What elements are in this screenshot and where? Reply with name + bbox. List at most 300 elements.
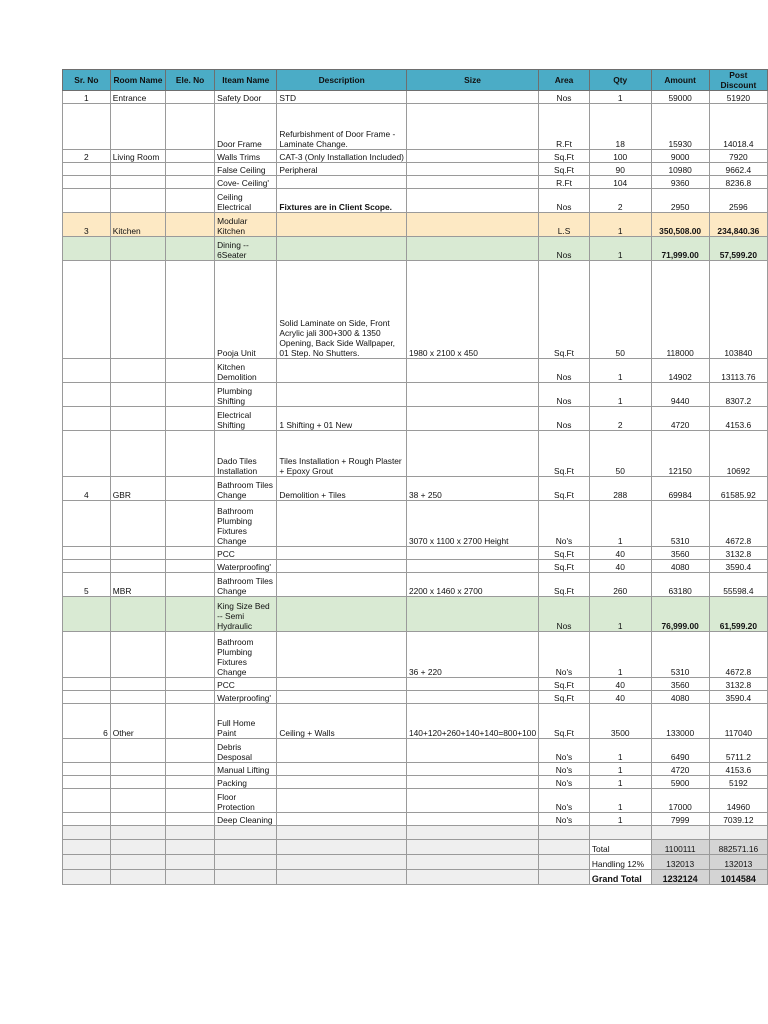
cell-room-name [110, 383, 165, 407]
table-cell [277, 855, 407, 870]
cell-amount: 4080 [651, 691, 709, 704]
cell-post-discount: 57,599.20 [709, 237, 767, 261]
cell-area: R.Ft [539, 176, 590, 189]
cell-item-name: Bathroom Tiles Change [215, 477, 277, 501]
cell-sr-no [63, 813, 111, 826]
header-ele-no: Ele. No [166, 70, 215, 91]
cell-amount: 5310 [651, 632, 709, 678]
cell-room-name [110, 407, 165, 431]
table-row [63, 789, 768, 813]
cell-qty: 1 [589, 739, 651, 763]
cell-ele-no [166, 776, 215, 789]
cell-room-name [110, 776, 165, 789]
cell-ele-no [166, 704, 215, 739]
table-row [63, 560, 768, 573]
totals-post-discount: 1014584 [709, 870, 767, 885]
cell-qty: 1 [589, 213, 651, 237]
cell-post-discount: 4153.6 [709, 763, 767, 776]
cell-size: 1980 x 2100 x 450 [406, 261, 538, 359]
cell-post-discount: 3590.4 [709, 691, 767, 704]
cell-qty: 90 [589, 163, 651, 176]
cell-sr-no [63, 691, 111, 704]
table-cell [651, 826, 709, 840]
cell-sr-no [63, 431, 111, 477]
cell-ele-no [166, 407, 215, 431]
cell-size: 140+120+260+140+140=800+100 [406, 704, 538, 739]
cell-room-name [110, 597, 165, 632]
table-cell [406, 840, 538, 855]
cell-sr-no [63, 763, 111, 776]
cell-sr-no [63, 383, 111, 407]
cell-description [277, 501, 407, 547]
cell-sr-no [63, 237, 111, 261]
cell-qty: 18 [589, 104, 651, 150]
cell-ele-no [166, 237, 215, 261]
cell-area: L.S [539, 213, 590, 237]
cell-post-discount: 55598.4 [709, 573, 767, 597]
cell-item-name: Bathroom Plumbing Fixtures Change [215, 632, 277, 678]
cell-item-name: Cove- Ceiling' [215, 176, 277, 189]
cell-area: No's [539, 739, 590, 763]
cell-size [406, 189, 538, 213]
cell-room-name: Living Room [110, 150, 165, 163]
cell-item-name: Bathroom Tiles Change [215, 573, 277, 597]
table-row [63, 163, 768, 176]
cell-qty: 50 [589, 431, 651, 477]
cell-room-name [110, 501, 165, 547]
cell-amount: 5900 [651, 776, 709, 789]
table-row [63, 91, 768, 104]
cell-description [277, 383, 407, 407]
spacer-row [63, 826, 768, 840]
cell-area: Sq.Ft [539, 261, 590, 359]
cell-amount: 9360 [651, 176, 709, 189]
cell-ele-no [166, 597, 215, 632]
cell-qty: 40 [589, 560, 651, 573]
cell-area: Sq.Ft [539, 163, 590, 176]
cell-ele-no [166, 632, 215, 678]
cell-amount: 350,508.00 [651, 213, 709, 237]
table-cell [63, 840, 111, 855]
cell-sr-no [63, 104, 111, 150]
cell-sr-no [63, 261, 111, 359]
cell-amount: 12150 [651, 431, 709, 477]
cell-amount: 71,999.00 [651, 237, 709, 261]
cell-room-name [110, 547, 165, 560]
cell-item-name: Walls Trims [215, 150, 277, 163]
cell-room-name [110, 431, 165, 477]
cell-size [406, 560, 538, 573]
table-row [63, 407, 768, 431]
cell-area: No's [539, 632, 590, 678]
cell-post-discount: 61585.92 [709, 477, 767, 501]
cell-post-discount: 8236.8 [709, 176, 767, 189]
cell-amount: 6490 [651, 739, 709, 763]
cell-item-name: Safety Door [215, 91, 277, 104]
cell-size [406, 91, 538, 104]
cell-room-name: GBR [110, 477, 165, 501]
totals-row [63, 855, 768, 870]
table-row [63, 477, 768, 501]
cell-size: 38 + 250 [406, 477, 538, 501]
cell-amount: 7999 [651, 813, 709, 826]
cell-description: Refurbishment of Door Frame - Laminate Change. [277, 104, 407, 150]
cell-room-name [110, 739, 165, 763]
cell-ele-no [166, 739, 215, 763]
cell-description: Ceiling + Walls [277, 704, 407, 739]
cell-post-discount: 103840 [709, 261, 767, 359]
cell-sr-no [63, 597, 111, 632]
table-cell [539, 840, 590, 855]
cell-ele-no [166, 163, 215, 176]
header-row [63, 70, 768, 91]
cell-qty: 1 [589, 91, 651, 104]
cell-sr-no: 4 [63, 477, 111, 501]
totals-label: Grand Total [589, 870, 651, 885]
cell-description [277, 678, 407, 691]
table-cell [166, 870, 215, 885]
cell-size [406, 763, 538, 776]
cell-area: No's [539, 763, 590, 776]
table-cell [277, 840, 407, 855]
totals-post-discount: 132013 [709, 855, 767, 870]
table-row [63, 813, 768, 826]
cell-area: Sq.Ft [539, 477, 590, 501]
cell-sr-no [63, 176, 111, 189]
table-cell [589, 826, 651, 840]
cell-room-name: Entrance [110, 91, 165, 104]
table-row [63, 763, 768, 776]
cell-sr-no: 6 [63, 704, 111, 739]
cell-sr-no [63, 501, 111, 547]
cell-item-name: Packing [215, 776, 277, 789]
cell-area: Sq.Ft [539, 547, 590, 560]
header-area: Area [539, 70, 590, 91]
cell-amount: 69984 [651, 477, 709, 501]
cell-amount: 3560 [651, 547, 709, 560]
cell-amount: 15930 [651, 104, 709, 150]
cell-item-name: Dado Tiles Installation [215, 431, 277, 477]
cell-size [406, 359, 538, 383]
table-row [63, 501, 768, 547]
cell-size [406, 383, 538, 407]
table-row [63, 547, 768, 560]
cell-size [406, 237, 538, 261]
cell-ele-no [166, 91, 215, 104]
cell-amount: 4080 [651, 560, 709, 573]
table-row [63, 431, 768, 477]
cell-size [406, 597, 538, 632]
cell-sr-no [63, 632, 111, 678]
cell-qty: 1 [589, 597, 651, 632]
cell-post-discount: 5711.2 [709, 739, 767, 763]
cell-qty: 1 [589, 789, 651, 813]
cell-sr-no [63, 359, 111, 383]
table-cell [110, 840, 165, 855]
cell-area: Nos [539, 597, 590, 632]
cell-ele-no [166, 789, 215, 813]
cell-item-name: PCC [215, 547, 277, 560]
cell-post-discount: 8307.2 [709, 383, 767, 407]
table-row [63, 213, 768, 237]
table-cell [539, 826, 590, 840]
cell-post-discount: 7920 [709, 150, 767, 163]
cell-size: 2200 x 1460 x 2700 [406, 573, 538, 597]
table-row [63, 237, 768, 261]
table-cell [110, 826, 165, 840]
cell-room-name [110, 789, 165, 813]
table-cell [166, 826, 215, 840]
cell-qty: 260 [589, 573, 651, 597]
cell-item-name: Waterproofing' [215, 691, 277, 704]
cell-qty: 1 [589, 383, 651, 407]
cell-item-name: PCC [215, 678, 277, 691]
cell-area: No's [539, 789, 590, 813]
table-row [63, 691, 768, 704]
cell-qty: 1 [589, 776, 651, 789]
cell-ele-no [166, 547, 215, 560]
cell-item-name: Full Home Paint [215, 704, 277, 739]
table-row [63, 678, 768, 691]
cell-description [277, 597, 407, 632]
cell-sr-no: 2 [63, 150, 111, 163]
cell-description [277, 632, 407, 678]
totals-amount: 1100111 [651, 840, 709, 855]
table-cell [539, 855, 590, 870]
cell-amount: 63180 [651, 573, 709, 597]
cell-size [406, 691, 538, 704]
cell-qty: 2 [589, 189, 651, 213]
cell-description: Peripheral [277, 163, 407, 176]
table-cell [215, 840, 277, 855]
cell-description [277, 237, 407, 261]
table-row [63, 739, 768, 763]
cell-size [406, 678, 538, 691]
cell-ele-no [166, 104, 215, 150]
totals-row [63, 870, 768, 885]
totals-row [63, 840, 768, 855]
cell-qty: 3500 [589, 704, 651, 739]
cell-sr-no [63, 776, 111, 789]
table-cell [110, 855, 165, 870]
cell-qty: 1 [589, 237, 651, 261]
cell-qty: 50 [589, 261, 651, 359]
cell-area: No's [539, 501, 590, 547]
cell-amount: 4720 [651, 763, 709, 776]
cell-qty: 40 [589, 547, 651, 560]
cell-size [406, 407, 538, 431]
cell-room-name [110, 261, 165, 359]
cell-amount: 9440 [651, 383, 709, 407]
cell-ele-no [166, 359, 215, 383]
cell-post-discount: 14018.4 [709, 104, 767, 150]
header-qty: Qty [589, 70, 651, 91]
table-cell [166, 855, 215, 870]
cell-size [406, 176, 538, 189]
cell-ele-no [166, 431, 215, 477]
cell-area: Nos [539, 359, 590, 383]
cell-size [406, 213, 538, 237]
cell-sr-no [63, 739, 111, 763]
table-cell [539, 870, 590, 885]
cell-amount: 14902 [651, 359, 709, 383]
cell-item-name: False Ceiling [215, 163, 277, 176]
cell-amount: 76,999.00 [651, 597, 709, 632]
cell-post-discount: 4153.6 [709, 407, 767, 431]
cell-post-discount: 61,599.20 [709, 597, 767, 632]
table-row [63, 704, 768, 739]
cell-qty: 1 [589, 763, 651, 776]
cell-size [406, 739, 538, 763]
cell-room-name [110, 632, 165, 678]
cell-post-discount: 117040 [709, 704, 767, 739]
cell-ele-no [166, 150, 215, 163]
table-row [63, 104, 768, 150]
cell-sr-no [63, 407, 111, 431]
cell-description [277, 763, 407, 776]
cell-size [406, 776, 538, 789]
cell-ele-no [166, 813, 215, 826]
table-row [63, 573, 768, 597]
cell-area: R.Ft [539, 104, 590, 150]
header-size: Size [406, 70, 538, 91]
cell-room-name: MBR [110, 573, 165, 597]
cell-description [277, 739, 407, 763]
header-room-name: Room Name [110, 70, 165, 91]
cell-description [277, 213, 407, 237]
cell-post-discount: 234,840.36 [709, 213, 767, 237]
cell-room-name [110, 189, 165, 213]
cell-amount: 17000 [651, 789, 709, 813]
cell-ele-no [166, 678, 215, 691]
cell-room-name: Other [110, 704, 165, 739]
table-cell [63, 826, 111, 840]
cell-qty: 1 [589, 359, 651, 383]
table-row [63, 776, 768, 789]
cell-size: 36 + 220 [406, 632, 538, 678]
cell-size [406, 789, 538, 813]
cell-item-name: Bathroom Plumbing Fixtures Change [215, 501, 277, 547]
cell-post-discount: 9662.4 [709, 163, 767, 176]
cell-room-name [110, 678, 165, 691]
cell-description [277, 573, 407, 597]
cell-description: Tiles Installation + Rough Plaster + Epoxy Grout [277, 431, 407, 477]
cell-amount: 2950 [651, 189, 709, 213]
cell-item-name: Deep Cleaning [215, 813, 277, 826]
cell-post-discount: 4672.8 [709, 501, 767, 547]
cell-item-name: Waterproofing' [215, 560, 277, 573]
totals-amount: 132013 [651, 855, 709, 870]
cell-description [277, 789, 407, 813]
cell-room-name [110, 163, 165, 176]
table-cell [63, 855, 111, 870]
cell-qty: 40 [589, 691, 651, 704]
table-row [63, 597, 768, 632]
cell-ele-no [166, 573, 215, 597]
table-row [63, 150, 768, 163]
cell-area: Nos [539, 407, 590, 431]
cell-area: Sq.Ft [539, 150, 590, 163]
cell-description [277, 560, 407, 573]
cell-item-name: Modular Kitchen [215, 213, 277, 237]
totals-label: Handling 12% [589, 855, 651, 870]
cell-item-name: Door Frame [215, 104, 277, 150]
cell-ele-no [166, 560, 215, 573]
cell-description: STD [277, 91, 407, 104]
cell-sr-no [63, 560, 111, 573]
table-cell [215, 855, 277, 870]
cell-sr-no [63, 163, 111, 176]
cell-item-name: Debris Desposal [215, 739, 277, 763]
cell-description: 1 Shifting + 01 New [277, 407, 407, 431]
cell-ele-no [166, 176, 215, 189]
cell-qty: 2 [589, 407, 651, 431]
cell-qty: 288 [589, 477, 651, 501]
cell-area: No's [539, 776, 590, 789]
cell-item-name: Plumbing Shifting [215, 383, 277, 407]
cell-post-discount: 3590.4 [709, 560, 767, 573]
cell-item-name: Floor Protection [215, 789, 277, 813]
cell-size [406, 431, 538, 477]
cell-area: Sq.Ft [539, 691, 590, 704]
cell-sr-no [63, 678, 111, 691]
cell-room-name [110, 104, 165, 150]
table-cell [277, 826, 407, 840]
cell-area: No's [539, 813, 590, 826]
cell-sr-no [63, 789, 111, 813]
header-sr-no: Sr. No [63, 70, 111, 91]
cell-description [277, 359, 407, 383]
cell-room-name [110, 237, 165, 261]
table-cell [110, 870, 165, 885]
cell-description [277, 813, 407, 826]
table-row [63, 632, 768, 678]
cell-area: Nos [539, 383, 590, 407]
cell-post-discount: 14960 [709, 789, 767, 813]
cell-qty: 1 [589, 632, 651, 678]
cell-qty: 104 [589, 176, 651, 189]
cell-qty: 100 [589, 150, 651, 163]
cell-ele-no [166, 213, 215, 237]
table-row [63, 176, 768, 189]
cell-amount: 9000 [651, 150, 709, 163]
cell-post-discount: 51920 [709, 91, 767, 104]
cell-ele-no [166, 763, 215, 776]
cell-ele-no [166, 477, 215, 501]
cell-room-name [110, 359, 165, 383]
cell-size [406, 813, 538, 826]
cell-ele-no [166, 383, 215, 407]
totals-post-discount: 882571.16 [709, 840, 767, 855]
cell-sr-no: 3 [63, 213, 111, 237]
cell-description: CAT-3 (Only Installation Included) [277, 150, 407, 163]
table-cell [709, 826, 767, 840]
cell-post-discount: 5192 [709, 776, 767, 789]
quotation-table [62, 69, 768, 885]
cell-room-name [110, 763, 165, 776]
table-cell [63, 870, 111, 885]
cell-post-discount: 3132.8 [709, 547, 767, 560]
cell-area: Sq.Ft [539, 678, 590, 691]
table-cell [166, 840, 215, 855]
cell-post-discount: 13113.76 [709, 359, 767, 383]
cell-amount: 3560 [651, 678, 709, 691]
cell-area: Nos [539, 91, 590, 104]
cell-post-discount: 7039.12 [709, 813, 767, 826]
header-description: Description [277, 70, 407, 91]
table-row [63, 359, 768, 383]
cell-size [406, 104, 538, 150]
